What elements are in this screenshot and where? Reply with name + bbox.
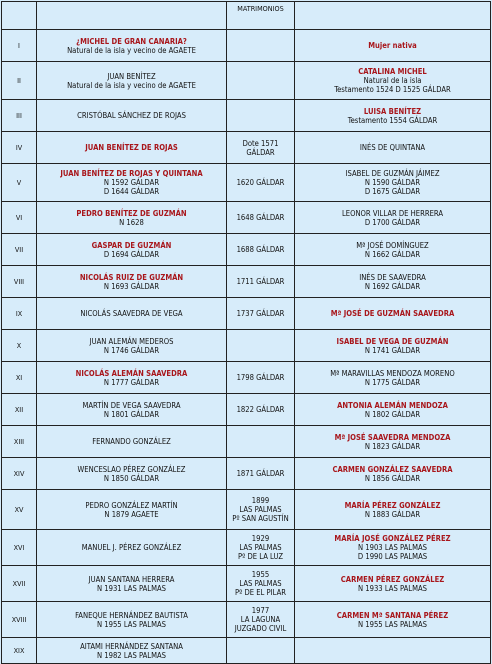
- husband-cell-line: N 1850 GÁLDAR: [103, 473, 160, 483]
- husband-cell-line: MANUEL J. PÉREZ GONZÁLEZ: [81, 543, 182, 552]
- husband-cell-line: PEDRO BENÍTEZ DE GUZMÁN: [76, 208, 187, 218]
- generation-row: [2, 298, 491, 330]
- generation-row: [2, 362, 491, 394]
- generation-number: XI: [2, 362, 37, 394]
- wife-cell: [295, 298, 491, 330]
- generation-number: XIV: [2, 458, 37, 490]
- husband-cell: [37, 132, 227, 164]
- generation-number: III: [2, 100, 37, 132]
- generation-row: [2, 490, 491, 530]
- wife-cell-line: N 1903 LAS PALMAS: [357, 543, 427, 552]
- header-title: MATRIMONIOS: [227, 2, 295, 30]
- wife-cell-line: N 1802 GÁLDAR: [364, 409, 421, 419]
- wife-cell: [295, 266, 491, 298]
- generation-number: XV: [2, 490, 37, 530]
- marriage-cell: [227, 458, 295, 490]
- header-empty-cell: [2, 2, 37, 30]
- header-empty-cell: [37, 2, 227, 30]
- generation-row: [2, 234, 491, 266]
- wife-cell-line: Testamento 1554 GÁLDAR: [347, 115, 438, 125]
- marriages-table: [1, 1, 491, 664]
- generation-row: [2, 266, 491, 298]
- generation-number: XVI: [2, 530, 37, 566]
- marriage-cell-line: LAS PALMAS: [239, 579, 282, 588]
- marriage-cell-line: Dote 1571: [242, 138, 279, 148]
- husband-cell: [37, 426, 227, 458]
- husband-cell-line: JUAN SANTANA HERRERA: [88, 574, 175, 584]
- generation-row: [2, 530, 491, 566]
- generation-row: [2, 602, 491, 638]
- wife-cell-line: D 1700 GÁLDAR: [364, 217, 421, 227]
- husband-cell-line: JUAN BENÍTEZ DE ROJAS Y QUINTANA: [60, 169, 203, 178]
- marriages-table-body: [2, 2, 491, 664]
- husband-cell-line: NICOLÁS ALEMÁN SAAVEDRA: [75, 368, 188, 378]
- marriage-cell: [227, 266, 295, 298]
- marriage-cell: [227, 298, 295, 330]
- wife-cell-line: Mª JOSÉ SAAVEDRA MENDOZA: [334, 432, 451, 442]
- marriage-cell: [227, 490, 295, 530]
- wife-cell-line: Natural de la isla: [363, 76, 422, 85]
- header-empty-cell: [295, 2, 491, 30]
- husband-cell-line: N 1628: [119, 217, 144, 227]
- wife-cell: [295, 100, 491, 132]
- wife-cell: [295, 234, 491, 266]
- marriage-cell: [227, 30, 295, 62]
- generation-number: VII: [2, 234, 37, 266]
- generation-number: XIX: [2, 638, 37, 664]
- marriage-cell-line: 1711 GÁLDAR: [236, 277, 285, 286]
- husband-cell-line: N 1592 GÁLDAR: [103, 178, 160, 187]
- wife-cell: [295, 638, 491, 664]
- husband-cell-line: N 1931 LAS PALMAS: [96, 583, 166, 593]
- marriage-cell-line: LAS PALMAS: [239, 505, 282, 514]
- wife-cell-line: N 1662 GÁLDAR: [364, 249, 421, 259]
- generation-number: IX: [2, 298, 37, 330]
- husband-cell-line: ¿MICHEL DE GRAN CANARIA?: [76, 36, 187, 46]
- marriage-cell-line: 1955: [251, 570, 270, 579]
- husband-cell: [37, 602, 227, 638]
- generation-number: II: [2, 62, 37, 100]
- husband-cell-line: N 1746 GÁLDAR: [103, 345, 160, 355]
- husband-cell-line: N 1693 GÁLDAR: [103, 281, 160, 291]
- wife-cell-line: Mª JOSÉ DOMÍNGUEZ: [356, 240, 429, 250]
- husband-cell-line: WENCESLAO PÉREZ GONZÁLEZ: [77, 464, 186, 474]
- wife-cell-line: Mª JOSÉ DE GUZMÁN SAAVEDRA: [330, 309, 455, 318]
- husband-cell: [37, 164, 227, 202]
- marriage-cell-line: 1929: [251, 534, 270, 543]
- husband-cell-line: N 1801 GÁLDAR: [103, 409, 160, 419]
- husband-cell-line: Natural de la isla y vecino de AGAETE: [67, 45, 196, 55]
- marriage-cell: [227, 362, 295, 394]
- wife-cell-line: N 1741 GÁLDAR: [364, 345, 421, 355]
- husband-cell: [37, 234, 227, 266]
- generation-row: [2, 330, 491, 362]
- husband-cell-line: JUAN BENÍTEZ DE ROJAS: [85, 143, 178, 152]
- marriage-cell-line: 1620 GÁLDAR: [236, 178, 285, 187]
- generation-row: [2, 30, 491, 62]
- husband-cell: [37, 266, 227, 298]
- marriage-cell-line: 1822 GÁLDAR: [236, 405, 285, 414]
- marriage-cell: [227, 164, 295, 202]
- marriage-cell: [227, 132, 295, 164]
- header-row: [2, 2, 491, 30]
- wife-cell: [295, 602, 491, 638]
- husband-cell: [37, 100, 227, 132]
- wife-cell-line: CARMEN GONZÁLEZ SAAVEDRA: [332, 464, 453, 474]
- wife-cell-line: ISABEL DE VEGA DE GUZMÁN: [336, 336, 449, 346]
- wife-cell-line: D 1990 LAS PALMAS: [357, 552, 428, 561]
- generation-number: I: [2, 30, 37, 62]
- wife-cell-line: ANTONIA ALEMÁN MENDOZA: [337, 400, 448, 410]
- wife-cell: [295, 362, 491, 394]
- husband-cell-line: AITAMI HERNÁNDEZ SANTANA: [80, 641, 183, 651]
- wife-cell-line: INÉS DE SAAVEDRA: [359, 272, 426, 282]
- wife-cell: [295, 394, 491, 426]
- generation-number: XIII: [2, 426, 37, 458]
- marriage-cell-line: 1648 GÁLDAR: [236, 213, 285, 222]
- wife-cell-line: CATALINA MICHEL: [358, 67, 427, 76]
- marriage-cell-line: Pº DE LA LUZ: [237, 552, 284, 561]
- generation-row: [2, 62, 491, 100]
- wife-cell: [295, 490, 491, 530]
- husband-cell: [37, 202, 227, 234]
- husband-cell-line: N 1879 AGAETE: [104, 509, 159, 519]
- wife-cell-line: CARMEN Mª SANTANA PÉREZ: [336, 610, 449, 620]
- wife-cell-line: N 1955 LAS PALMAS: [357, 619, 427, 629]
- marriage-cell: [227, 566, 295, 602]
- wife-cell-line: Testamento 1524 D 1525 GÁLDAR: [334, 85, 451, 94]
- generation-number: X: [2, 330, 37, 362]
- wife-cell-line: N 1692 GÁLDAR: [364, 281, 421, 291]
- husband-cell-line: CRISTÓBAL SÁNCHEZ DE ROJAS: [77, 111, 186, 120]
- husband-cell-line: Natural de la isla y vecino de AGAETE: [67, 80, 196, 90]
- husband-cell: [37, 458, 227, 490]
- marriage-cell-line: LAS PALMAS: [239, 543, 282, 552]
- marriage-cell: [227, 394, 295, 426]
- husband-cell-line: NICOLÁS RUIZ DE GUZMÁN: [79, 272, 184, 282]
- generation-row: [2, 100, 491, 132]
- wife-cell-line: LUISA BENÍTEZ: [363, 106, 422, 116]
- husband-cell-line: NICOLÁS SAAVEDRA DE VEGA: [80, 309, 183, 318]
- generation-number: XVII: [2, 566, 37, 602]
- generation-row: [2, 458, 491, 490]
- wife-cell-line: N 1883 GÁLDAR: [364, 509, 421, 519]
- husband-cell-line: D 1644 GÁLDAR: [103, 187, 160, 196]
- wife-cell-line: LEONOR VILLAR DE HERRERA: [341, 208, 444, 218]
- marriage-cell-line: 1737 GÁLDAR: [236, 309, 285, 318]
- husband-cell: [37, 298, 227, 330]
- wife-cell: [295, 132, 491, 164]
- generation-number: VIII: [2, 266, 37, 298]
- husband-cell: [37, 330, 227, 362]
- marriage-cell-line: 1688 GÁLDAR: [236, 245, 285, 254]
- husband-cell-line: FERNANDO GONZÁLEZ: [92, 437, 171, 446]
- marriage-cell: [227, 426, 295, 458]
- husband-cell: [37, 638, 227, 664]
- marriage-cell-line: JUZGADO CIVIL: [234, 624, 287, 633]
- marriage-cell-line: Pº SAN AGUSTÍN: [232, 514, 289, 523]
- wife-cell: [295, 458, 491, 490]
- husband-cell-line: N 1777 GÁLDAR: [103, 377, 160, 387]
- husband-cell-line: MARTÍN DE VEGA SAAVEDRA: [82, 400, 181, 410]
- marriage-cell: [227, 100, 295, 132]
- generation-row: [2, 132, 491, 164]
- wife-cell-line: INÉS DE QUINTANA: [359, 143, 426, 152]
- generation-row: [2, 638, 491, 664]
- marriage-cell: [227, 234, 295, 266]
- generation-number: IV: [2, 132, 37, 164]
- marriage-cell-line: 1798 GÁLDAR: [236, 373, 285, 382]
- wife-cell: [295, 530, 491, 566]
- wife-cell-line: MARÍA JOSÉ GONZÁLEZ PÉREZ: [334, 534, 451, 543]
- generation-number: XVIII: [2, 602, 37, 638]
- generation-row: [2, 202, 491, 234]
- marriage-cell-line: GÁLDAR: [246, 147, 275, 157]
- marriage-cell: [227, 202, 295, 234]
- generation-number: V: [2, 164, 37, 202]
- wife-cell-line: Mª MARAVILLAS MENDOZA MORENO: [330, 368, 455, 378]
- wife-cell-line: Mujer nativa: [368, 41, 417, 50]
- husband-cell-line: JUAN BENÍTEZ: [107, 71, 156, 81]
- husband-cell-line: GASPAR DE GUZMÁN: [91, 240, 172, 250]
- generation-row: [2, 426, 491, 458]
- husband-cell: [37, 490, 227, 530]
- generation-row: [2, 394, 491, 426]
- husband-cell-line: N 1982 LAS PALMAS: [96, 650, 166, 660]
- marriage-cell: [227, 330, 295, 362]
- wife-cell-line: CARMEN PÉREZ GONZÁLEZ: [340, 574, 445, 584]
- marriage-cell: [227, 602, 295, 638]
- wife-cell-line: N 1775 GÁLDAR: [364, 377, 421, 387]
- husband-cell: [37, 530, 227, 566]
- wife-cell-line: MARÍA PÉREZ GONZÁLEZ: [344, 500, 441, 510]
- wife-cell-line: D 1675 GÁLDAR: [364, 187, 421, 196]
- marriage-cell: [227, 530, 295, 566]
- generation-row: [2, 566, 491, 602]
- wife-cell-line: N 1933 LAS PALMAS: [357, 583, 427, 593]
- wife-cell-line: N 1590 GÁLDAR: [364, 178, 421, 187]
- generation-number: VI: [2, 202, 37, 234]
- husband-cell: [37, 394, 227, 426]
- wife-cell: [295, 62, 491, 100]
- wife-cell: [295, 164, 491, 202]
- husband-cell-line: FANEQUE HERNÁNDEZ BAUTISTA: [75, 610, 188, 620]
- wife-cell: [295, 330, 491, 362]
- husband-cell-line: N 1955 LAS PALMAS: [96, 619, 166, 629]
- husband-cell-line: PEDRO GONZÁLEZ MARTÍN: [85, 500, 178, 510]
- husband-cell: [37, 362, 227, 394]
- generation-row: [2, 164, 491, 202]
- wife-cell: [295, 202, 491, 234]
- marriage-cell-line: LA LAGUNA: [240, 615, 281, 624]
- husband-cell: [37, 566, 227, 602]
- wife-cell-line: ISABEL DE GUZMÁN JÁIMEZ: [345, 169, 440, 178]
- husband-cell-line: D 1694 GÁLDAR: [103, 249, 160, 259]
- wife-cell-line: N 1856 GÁLDAR: [364, 473, 421, 483]
- marriage-cell-line: Pº DE EL PILAR: [234, 588, 287, 597]
- wife-cell-line: N 1823 GÁLDAR: [364, 441, 421, 451]
- marriage-cell: [227, 62, 295, 100]
- husband-cell: [37, 62, 227, 100]
- husband-cell-line: JUAN ALEMÁN MEDEROS: [89, 336, 174, 346]
- marriage-cell-line: 1871 GÁLDAR: [236, 469, 285, 478]
- marriage-cell: [227, 638, 295, 664]
- wife-cell: [295, 30, 491, 62]
- marriage-cell-line: 1899: [251, 496, 270, 505]
- marriage-cell-line: 1977: [251, 606, 270, 615]
- wife-cell: [295, 566, 491, 602]
- generation-number: XII: [2, 394, 37, 426]
- husband-cell: [37, 30, 227, 62]
- wife-cell: [295, 426, 491, 458]
